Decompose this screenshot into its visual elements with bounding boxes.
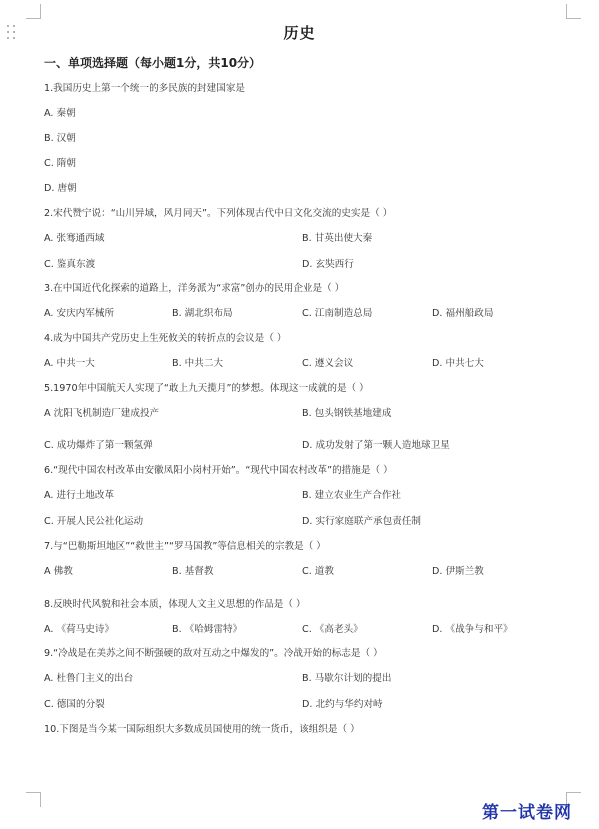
question-7-stem: 7.与“巴勒斯坦地区”“救世主”“罗马国教”等信息相关的宗教是（ ） — [44, 541, 326, 552]
question-1-option-a: A. 秦朝 — [44, 108, 76, 119]
question-8-option-a: A. 《荷马史诗》 — [44, 624, 115, 635]
question-2-option-d: D. 玄奘西行 — [302, 259, 354, 270]
question-7-option-c: C. 道教 — [302, 566, 334, 577]
question-7-option-b: B. 基督教 — [172, 566, 214, 577]
question-4-option-a: A. 中共一大 — [44, 358, 95, 369]
question-3-option-d: D. 福州船政局 — [432, 308, 494, 319]
question-4-stem: 4.成为中国共产党历史上生死攸关的转折点的会议是（ ） — [44, 333, 287, 344]
corner-mark-top-left — [26, 4, 41, 19]
question-9-option-d: D. 北约与华约对峙 — [302, 699, 383, 710]
question-5-option-a: A 沈阳飞机制造厂建成投产 — [44, 408, 160, 419]
question-1-option-d: D. 唐朝 — [44, 183, 77, 194]
section-heading: 一、单项选择题（每小题1分，共10分） — [44, 56, 262, 70]
question-9-option-a: A. 杜鲁门主义的出台 — [44, 673, 134, 684]
question-3-option-a: A. 安庆内军械所 — [44, 308, 115, 319]
question-10-stem: 10.下图是当今某一国际组织大多数成员国使用的统一货币，该组织是（ ） — [44, 724, 360, 735]
question-3-stem: 3.在中国近代化探索的道路上，洋务派为“求富”创办的民用企业是（ ） — [44, 283, 345, 294]
question-5-option-c: C. 成功爆炸了第一颗氢弹 — [44, 440, 153, 451]
question-8-option-d: D. 《战争与和平》 — [432, 624, 513, 635]
question-9-option-b: B. 马歇尔计划的提出 — [302, 673, 392, 684]
question-3-option-c: C. 江南制造总局 — [302, 308, 373, 319]
question-5-stem: 5.1970年中国航天人实现了“敢上九天揽月”的梦想。体现这一成就的是（ ） — [44, 383, 369, 394]
question-6-stem: 6.“现代中国农村改革由安徽凤阳小岗村开始”。“现代中国农村改革”的措施是（ ） — [44, 465, 393, 476]
corner-mark-bottom-left — [26, 792, 41, 807]
question-6-option-a: A. 进行土地改革 — [44, 490, 115, 501]
question-8-stem: 8.反映时代风貌和社会本质，体现人文主义思想的作品是（ ） — [44, 599, 306, 610]
question-4-option-d: D. 中共七大 — [432, 358, 484, 369]
question-5-option-b: B. 包头钢铁基地建成 — [302, 408, 392, 419]
question-5-option-d: D. 成功发射了第一颗人造地球卫星 — [302, 440, 450, 451]
question-7-option-d: D. 伊斯兰教 — [432, 566, 484, 577]
question-6-option-b: B. 建立农业生产合作社 — [302, 490, 402, 501]
question-7-option-a: A 佛教 — [44, 566, 73, 577]
question-4-option-b: B. 中共二大 — [172, 358, 224, 369]
question-1-option-c: C. 隋朝 — [44, 158, 76, 169]
question-9-option-c: C. 德国的分裂 — [44, 699, 105, 710]
watermark-logo-text: 第一试卷网 — [482, 803, 572, 823]
question-8-option-c: C. 《高老头》 — [302, 624, 363, 635]
document-title: 历史 — [283, 24, 316, 42]
question-9-stem: 9.“冷战是在美苏之间不断强硬的敌对互动之中爆发的”。冷战开始的标志是（ ） — [44, 648, 383, 659]
question-2-option-c: C. 鉴真东渡 — [44, 259, 96, 270]
question-2-option-b: B. 甘英出使大秦 — [302, 233, 373, 244]
question-6-option-d: D. 实行家庭联产承包责任制 — [302, 516, 422, 527]
question-1-option-b: B. 汉朝 — [44, 133, 76, 144]
question-1-stem: 1.我国历史上第一个统一的多民族的封建国家是 — [44, 83, 246, 94]
corner-mark-top-right — [566, 4, 581, 19]
question-4-option-c: C. 遵义会议 — [302, 358, 354, 369]
question-2-stem: 2.宋代赞宁说：“山川异域，风月同天”。下列体现古代中日文化交流的史实是（ ） — [44, 208, 393, 219]
question-3-option-b: B. 湖北织布局 — [172, 308, 233, 319]
question-6-option-c: C. 开展人民公社化运动 — [44, 516, 144, 527]
question-8-option-b: B. 《哈姆雷特》 — [172, 624, 243, 635]
question-2-option-a: A. 张骞通西域 — [44, 233, 105, 244]
